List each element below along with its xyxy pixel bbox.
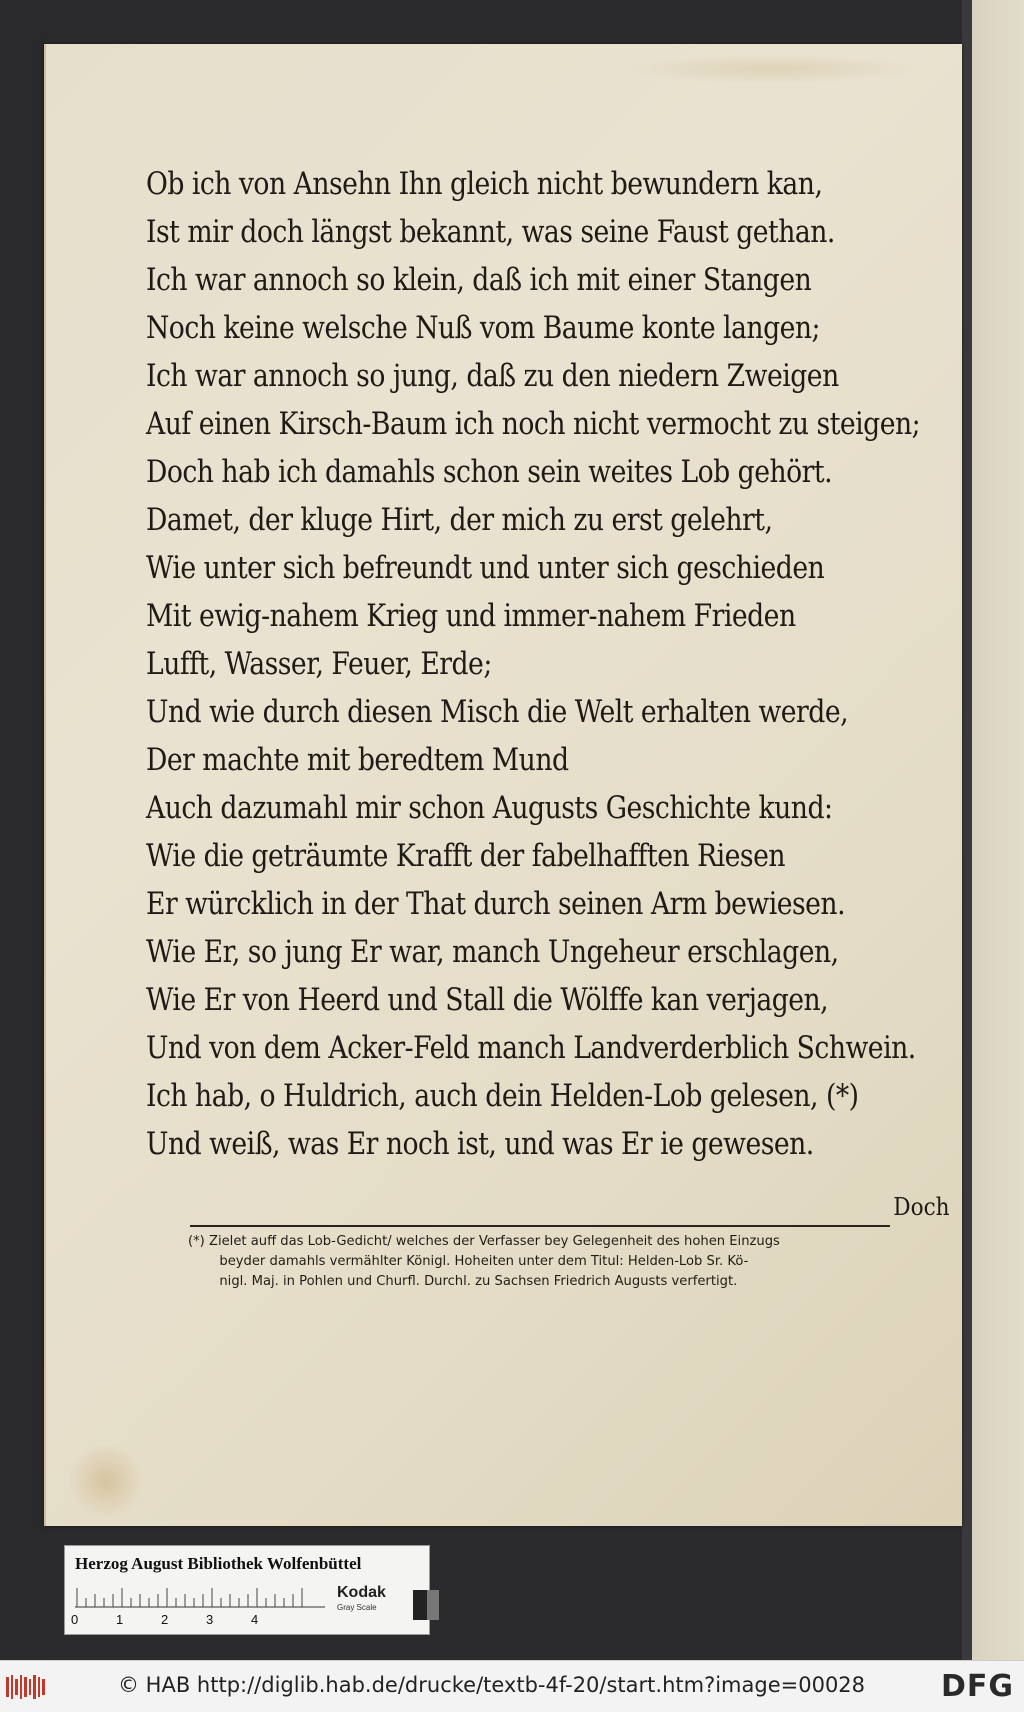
verse-line: Ist mir doch längst bekannt, was seine Faust gethan. <box>146 214 835 250</box>
verse-line: Wie Er, so jung Er war, manch Ungeheur erschlagen, <box>146 934 839 970</box>
kodak-gray-scale-label: Gray Scale <box>337 1603 377 1612</box>
verse-line: Doch hab ich damahls schon sein weites Lob gehört. <box>146 454 833 490</box>
scan-background-left <box>0 0 48 1660</box>
gray-swatch-mid <box>427 1590 439 1620</box>
verse-block <box>146 160 921 1168</box>
page-stain <box>66 1446 146 1516</box>
footnote-line: beyder damahls vermählter Königl. Hoheiten unter dem Titul: Helden-Lob Sr. Kö- <box>219 1254 749 1269</box>
page-stain <box>622 54 922 84</box>
verse-line: Ich hab, o Huldrich, auch dein Helden-Lob gelesen, (*) <box>146 1078 859 1114</box>
verse-line: Wie unter sich befreundt und unter sich geschieden <box>146 550 825 586</box>
gray-swatch-dark <box>413 1590 427 1620</box>
ruler-number: 0 <box>71 1612 79 1627</box>
scale-ruler <box>75 1586 325 1608</box>
verse-line: Und weiß, was Er noch ist, und was Er ie gewesen. <box>146 1126 814 1162</box>
dfg-logo: DFG <box>940 1669 1014 1704</box>
footnote-line: (*) Zielet auff das Lob-Gedicht/ welches der Verfasser bey Gelegenheit des hohen Einzugs <box>188 1234 780 1249</box>
verse-line: Wie Er von Heerd und Stall die Wölffe kan verjagen, <box>146 982 829 1018</box>
verse-line: Der machte mit beredtem Mund <box>146 742 569 778</box>
scan-background-right-page-edge <box>962 0 1024 1660</box>
library-name: Herzog August Bibliothek Wolfenbüttel <box>75 1554 362 1573</box>
verse-line: Und wie durch diesen Misch die Welt erhalten werde, <box>146 694 849 730</box>
library-color-card <box>64 1545 430 1635</box>
verse-line: Damet, der kluge Hirt, der mich zu erst gelehrt, <box>146 502 773 538</box>
ruler-numbers <box>71 1612 331 1630</box>
verse-line: Wie die geträumte Krafft der fabelhafften Riesen <box>146 838 786 874</box>
verse-line: Auch dazumahl mir schon Augusts Geschichte kund: <box>146 790 833 826</box>
kodak-logo: Kodak <box>337 1584 386 1601</box>
verse-line: Ich war annoch so klein, daß ich mit einer Stangen <box>146 262 812 298</box>
verse-line: Und von dem Acker-Feld manch Landverderblich Schwein. <box>146 1030 916 1066</box>
verse-line: Ob ich von Ansehn Ihn gleich nicht bewundern kan, <box>146 166 823 202</box>
verse-line: Ich war annoch so jung, daß zu den niedern Zweigen <box>146 358 839 394</box>
verse-line: Noch keine welsche Nuß vom Baume konte langen; <box>146 310 821 346</box>
footer-copyright-url: © HAB http://diglib.hab.de/drucke/textb-4f-20/start.htm?image=00028 <box>118 1673 866 1697</box>
ruler-number: 3 <box>206 1612 214 1627</box>
footnote-rule <box>190 1225 890 1227</box>
verse-line: Lufft, Wasser, Feuer, Erde; <box>146 646 492 682</box>
ruler-number: 4 <box>251 1612 259 1627</box>
ruler-number: 1 <box>116 1612 124 1627</box>
footnote <box>188 1232 888 1292</box>
verse-line: Er würcklich in der That durch seinen Arm bewiesen. <box>146 886 846 922</box>
verse-line: Auf einen Kirsch-Baum ich noch nicht vermocht zu steigen; <box>146 406 921 442</box>
footnote-line: nigl. Maj. in Pohlen und Churfl. Durchl. zu Sachsen Friedrich Augusts verfertigt. <box>219 1274 738 1289</box>
barcode-icon <box>6 1673 48 1701</box>
ruler-number: 2 <box>161 1612 169 1627</box>
footer-bar <box>0 1660 1024 1712</box>
catchword: Doch <box>893 1193 950 1221</box>
verse-line: Mit ewig-nahem Krieg und immer-nahem Frieden <box>146 598 796 634</box>
